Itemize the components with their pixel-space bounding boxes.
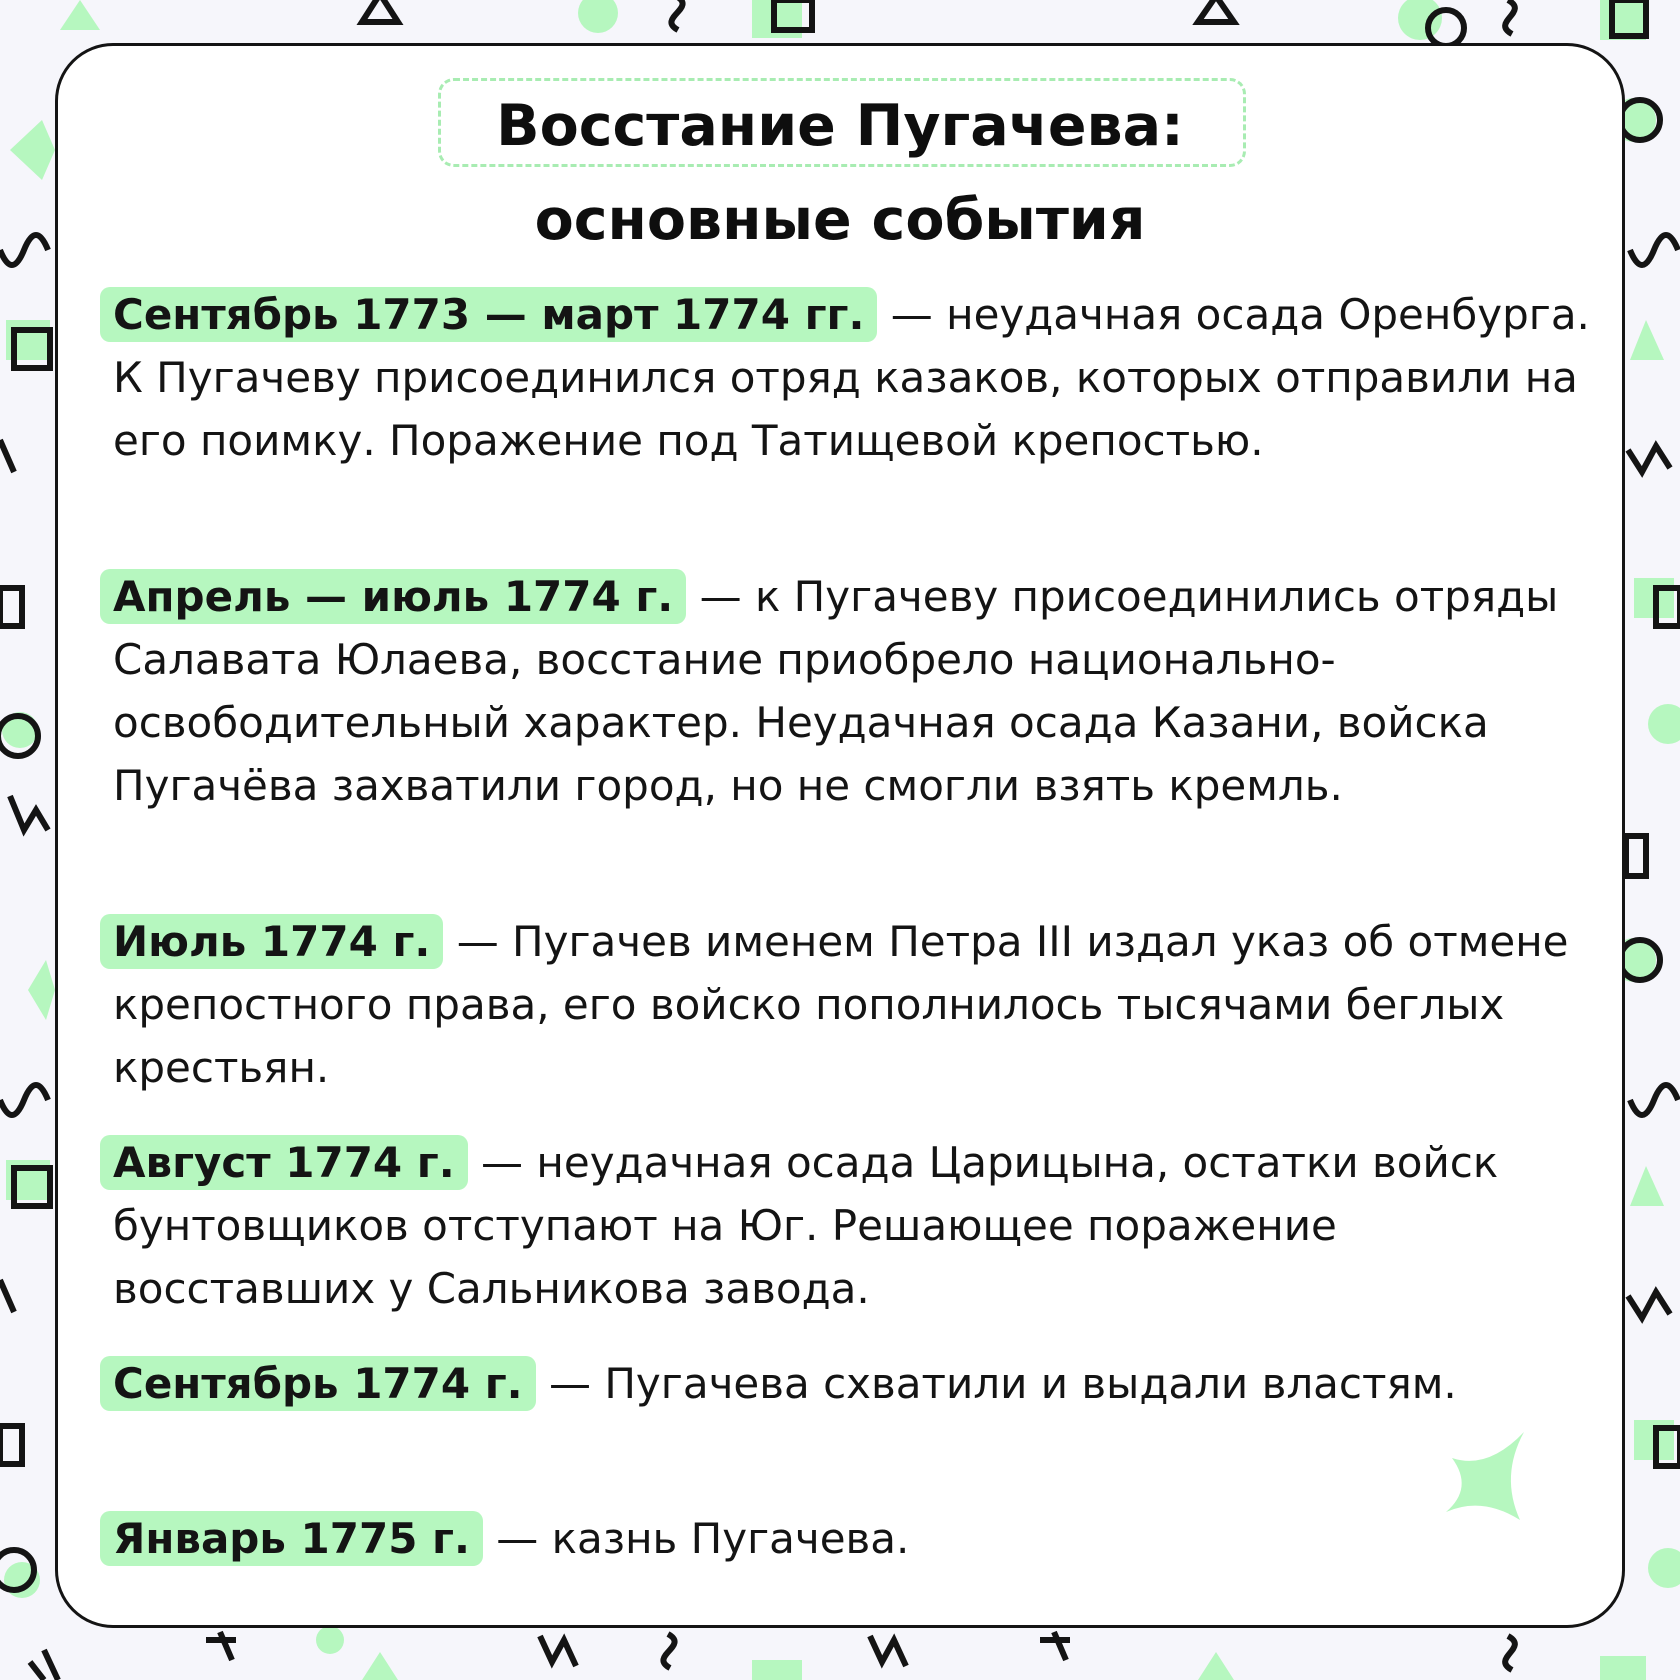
decor-circle-icon <box>1648 704 1680 744</box>
event-date-badge: Август 1774 г. <box>100 1135 468 1190</box>
event-date-badge: Январь 1775 г. <box>100 1511 483 1566</box>
decor-zigzag-icon <box>0 1280 14 1312</box>
decor-diamond-icon <box>28 960 55 1020</box>
event-description: — к Пугачеву присоединились отряды Салавата Юлаева, восстание приобрело национально-освободительный характер. Неудачная осада Казани, войска Пугачёва захватили город, но не смогли взять кремль. <box>113 572 1559 810</box>
decor-squiggle-icon <box>1630 1085 1678 1115</box>
event-description: — неудачная осада Оренбурга. К Пугачеву присоединился отряд казаков, которых отправили на его поимку. Поражение под Татищевой крепостью. <box>113 290 1590 465</box>
decor-cross-icon <box>206 1632 236 1660</box>
page-subtitle: основные события <box>534 187 1146 253</box>
decor-squiggle-icon <box>1630 235 1678 265</box>
event-date-badge: Июль 1774 г. <box>100 914 443 969</box>
event-item <box>113 1352 1593 1415</box>
event-date-badge: Сентябрь 1773 — март 1774 гг. <box>100 287 877 342</box>
decor-circle-icon <box>1398 0 1442 40</box>
decor-zigzag-icon <box>30 1650 58 1680</box>
decor-triangle-icon <box>1630 320 1664 360</box>
decor-circle-icon <box>1648 1548 1680 1588</box>
decor-diamond-icon <box>10 120 55 180</box>
event-item <box>113 283 1593 472</box>
decor-zigzag-icon <box>1628 1292 1670 1318</box>
decor-squiggle-icon <box>671 0 682 30</box>
sparkle-icon <box>1438 1426 1538 1526</box>
decor-triangle-icon <box>362 0 398 22</box>
decor-square-outline-icon <box>0 1426 22 1464</box>
event-item <box>113 910 1593 1099</box>
event-item <box>113 1131 1593 1320</box>
decor-squiggle-icon <box>0 235 48 265</box>
event-description: — Пугачева схватили и выдали властям. <box>535 1359 1457 1408</box>
decor-square-icon <box>1600 1656 1646 1680</box>
decor-triangle-icon <box>60 0 100 30</box>
event-description: — Пугачев именем Петра III издал указ об отмене крепостного права, его войско пополнилось тысячами беглых крестьян. <box>113 917 1569 1092</box>
event-description: — казнь Пугачева. <box>482 1514 910 1563</box>
decor-zigzag-icon <box>1628 446 1670 472</box>
decor-squiggle-icon <box>0 1085 48 1115</box>
content-card <box>55 43 1625 1628</box>
decor-circle-icon <box>578 0 618 33</box>
event-description: — неудачная осада Царицына, остатки войск бунтовщиков отступают на Юг. Решающее поражение восставших у Сальникова завода. <box>113 1138 1499 1313</box>
decor-triangle-icon <box>1198 1652 1234 1680</box>
decor-squiggle-icon <box>1505 0 1515 34</box>
decor-zigzag-icon <box>0 440 14 472</box>
decor-squiggle-icon <box>1505 1636 1515 1670</box>
decor-zigzag-icon <box>540 1636 576 1666</box>
decor-zigzag-icon <box>10 796 48 830</box>
event-date-badge: Апрель — июль 1774 г. <box>100 569 686 624</box>
event-item <box>113 565 1593 817</box>
decor-square-outline-icon <box>0 588 22 626</box>
event-date-badge: Сентябрь 1774 г. <box>100 1356 536 1411</box>
decor-squiggle-icon <box>663 1634 674 1668</box>
decor-triangle-icon <box>1198 0 1234 22</box>
decor-zigzag-icon <box>870 1636 906 1666</box>
decor-square-outline-icon <box>1626 836 1646 876</box>
decor-circle-icon <box>316 1626 344 1654</box>
decor-triangle-icon <box>362 1652 398 1680</box>
decor-square-icon <box>752 1660 802 1680</box>
event-item <box>113 1507 1593 1570</box>
decor-cross-icon <box>1040 1632 1070 1660</box>
decor-triangle-icon <box>1630 1166 1664 1206</box>
page-title: Восстание Пугачева: <box>496 93 1184 159</box>
